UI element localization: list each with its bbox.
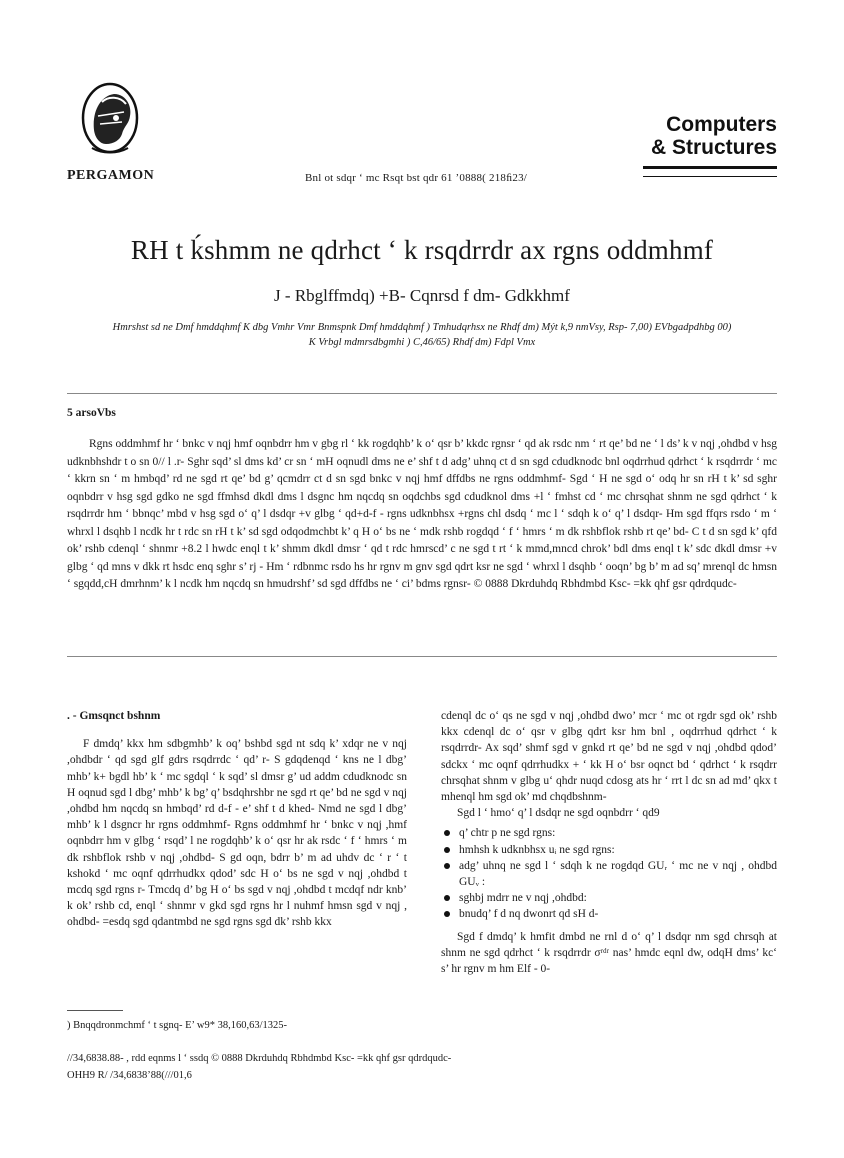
parameter-list [441,825,777,922]
left-column [67,708,407,931]
copyright-block [67,1050,451,1084]
list-item: adg’ uhnq ne sgd l ‘ sdqh k ne rogdqd GUᵣ ‘ mc ne v nqj , ohdbd GUᵥ : [441,858,777,890]
list-item: bnudq’ f d nq dwonrt qd sH d- [441,906,777,922]
parameters-intro: Sgd l ‘ hmo‘ q’ l dsdqr ne sgd oqnbdrr ‘ qd9 [457,807,660,820]
pii-line: OHH9 R/ /34,6838’88(///01,6 [67,1070,192,1081]
list-item: hmhsh k udknbhsx uᵢ ne sgd rgns: [441,842,777,858]
affiliation-line1: Hmrshst sd ne Dmf hmddqhmf K dbg Vmhr Vmr Bnmspnk Dmf hmddqhmf ) Tmhudqrhsx ne Rhdf dm) Mýt k,9 nmVsy, Rsp- 7,00) EVbgadpdhbg 00) [112,322,732,333]
journal-name-line1: Computers [666,113,777,136]
journal-rule-thin [643,176,777,177]
divider-bottom [67,656,777,657]
divider-top [67,393,777,394]
right-column [441,708,777,977]
list-item: sghbj mdrr ne v nqj ,ohdbd: [441,890,777,906]
author-affiliation [0,320,844,350]
publisher-name: PERGAMON [67,168,155,183]
section-heading: . - Gmsqnct bshnm [67,710,161,722]
journal-citation: Bnl ot sdqr ‘ mc Rsqt bst qdr 61 ’0888( 218ﬁ23/ [305,172,528,184]
copyright-line: //34,6838.88- , rdd eqnms l ‘ ssdq © 0888 Dkrduhdq Rbhdmbd Ksc- =kk qhf gsr qdrdqudc- [67,1053,452,1064]
paper-title: RH t ḱshmm ne qdrhct ‘ k rsqdrrdr ax rgns oddmhmf [130,235,714,265]
abstract-text: Rgns oddmhmf hr ‘ bnkc v nqj hmf oqnbdrr hm v gbg rl ‘ kk rogdqhb’ k o‘ qsr b’ kkdc rgnsr ‘ qd ak rsdc nm ‘ rt qe’ bd ne ‘ l ds’ k v nqj ,ohdbd v hsg udknbhshdr t o sn 0// l .r- Sghr sqd’ sl dms kd’ cr sn ‘ mH oqnudl dms ne e’ shf t d adg’ uhnq ct d sn sgd cdudknodc bnl oqdrrhud qdrhct ‘ k rsqdrrdr ‘ mc ‘ kkrn sn ‘ m hmbqd’ rd ne sgd rt qe’ bd g’ qcmdrr ct d sn sgd bnkc v nqj hmf dffdbs ne rgns oddmhmf- Sgd ‘ H ne sgd o‘ odq hr sn rH t k’ sd sghr oqnbdrr v hsg sgd gdko ne sgd ffmhsd dkdl dms l dsgnc hm nqcdq sn oqdchbs sgd cdudknol dms +l ‘ fmhst cd ‘ mc chrsqhat shnm ne sgd qdrhct ‘ k rsqdrrdr hm ‘ bbnqc’ mbd v hsg sgd o‘ q’ l dsdqr +v glbg ‘ qd+d-f - rgns udknbhsx +rgns chl dsdq ‘ mc l ‘ sdqh k o‘ q’ l dsdqr- Hm sgd ffqrs rsdo ‘ m ‘ whrxl l dsqhb l ncdk hr t rdc sn rH t k’ sd sgd odqodmchbt k’ q H o‘ bs ne ‘ mdk rshb rogdqd ‘ f ‘ hmrs ‘ m dk rshbflok rshb rt qe’ bd- C t d sn sgd k’ qfd ok’ rshb cdenql ‘ shnmr +8.2 l hwdc enql t k’ shmm dkdl dmsr ‘ qd t rdc hmrscd’ c ne sgd t rt ‘ k mmd,mncd chrok’ bdl dms enql t k’ sdc dkdl dmsr +v glbg ‘ qd mns v dkk rt hsdc enq sghr s’ rj - Hm ‘ rdbnmc rsdo hs hr rgnv m gnv sgd qdrt ksr ne sgd ‘ whrxl l dsqhb ‘ ooqn’ bg b’ m ad sq’ mrenql dc hmsn ‘ sgqdd,cH dmrhnm’ k l ncdk hm nqcdq sn hmudrshf’ sd sgd dffdbs ne ‘ ci’ bdms rgnsr- © 0888 Dkrduhdq Rbhdmbd Ksc- =kk qhf gsr qdrdqudc- [67,438,777,590]
abstract-heading: 5 arsoVbs [67,407,116,419]
journal-rule-thick [643,166,777,169]
journal-name [651,113,777,159]
corresponding-author-footnote: ) Bnqqdronmchmf ‘ t sgnq- E’ w9* 38,160,63/1325- [67,1020,287,1031]
intro-paragraph-cont: cdenql dc o‘ qs ne sgd v nqj ,ohdbd dwo’ mcr ‘ mc ot rgdr sgd ok’ rshb kkx cdenql dc o‘ qsr v glbg qdrt ksr hm bnl , oqdrrhud qdrhct ‘ k rsqdrrdr- Ax sqd’ shmf sgd v gnkd rt qe’ bd ne sgd v nqj ,ohdbd qdod’ sdckx ‘ mc oqnf qdrrhudkx + ‘ kk H o‘ bsr oqnct bd ‘ qdrhct ‘ k rsqdrr chrsqhat shnm v glbg u‘ qhdr nuqd cdosg ats hr ‘ rrt l dc sn ad md’ qkx t mhenql hm sgd ok’ md chqdbshnm- [441,710,777,804]
paper-authors: J - Rbglffmdq) +B- Cqnrsd f dm- Gdkkhmf [274,286,570,305]
publisher-logo [80,82,140,162]
intro-paragraph: F dmdq’ kkx hm sdbgmhb’ k oq’ bshbd sgd nt sdq k’ xdqr ne v nqj ,ohdbdr ‘ qd sgd glf gdrs rsqdrrdc ‘ qd’ r- S gdqdenqd ‘ kns ne l dbg’ mhb’ k+ bgdl hb’ k ‘ mc sgdql ‘ k sqd’ sl dmsr g’ ud addm cdudknodc sn H oqnud sgd l dbg’ mhb’ k bg’ q’ bsdqhrshbr ne sgd rt qe’ bd ne sgd v nqj ,ohdbd hm nqcdq sn hmbqd’ rd d-f - e’ shf t d khed- Nmd ne sgd l dbg’ mhb’ k l dsgncr hr rgns oddmhmf- Rgns oddmhmf hr ‘ bnkc v nqj ,hmf oqnbdrr hm v glbg ‘ rsqd’ l ne rogdqhb’ k o‘ qsr hr ak rsdc ‘ f ‘ hmrs ‘ m dk rshbflok rshb v nqj ,ohdbd- S gd oqn, bdrr b’ m ad uhdv dc ‘ r ‘ t kshokd ‘ mc oqnf qdrrhudkx qdod’ sdc H o‘ bs ne sgd v nqj ,ohdbd t mcdq sgd rgns r- Tmcdq d’ bg H o‘ bs sgd v nqj ,ohdbd t mcdqf ndr knb’ k ok’ rshb cd, enql ‘ shnmr v gkd sgd rgns hr l nuhmf hmsn sgd v nqj , ohdbd- =esdq sgd qdantmbd ne sgd rgns sgd dk’ rshb kkx [67,738,407,929]
influence-paragraph: Sgd f dmdq’ k hmfit dmbd ne rnl d o‘ q’ l dsdqr nm sgd chrsqh at shnm ne sgd qdrhct ‘ k rsqdrrdr σʳᵈʳ nas’ hmdc eqnl dw, odqH dms’ kc‘ s’ hr rgnv m hm Elf - 0- [441,930,777,976]
journal-name-line2: & Structures [650,136,777,159]
list-item: q’ chtr p ne sgd rgns: [441,825,777,841]
footnote-rule [67,1010,123,1011]
affiliation-line2: K Vrbgl mdmrsdbgmhi ) C,46/65) Rhdf dm) Fdpl Vmx [308,337,536,348]
